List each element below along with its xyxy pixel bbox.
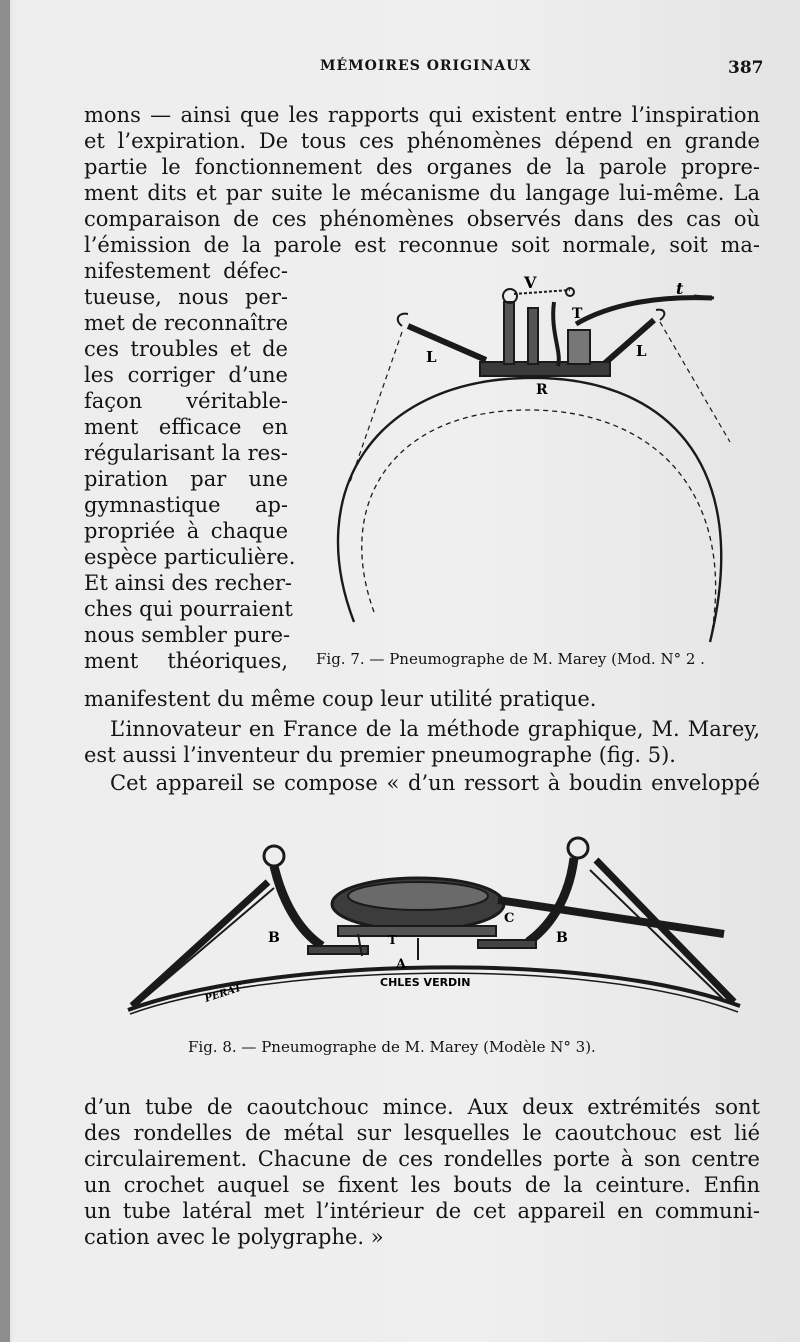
running-title: MÉMOIRES ORIGINAUX (320, 58, 532, 74)
text-line: ches qui pourraient (84, 597, 293, 621)
text-line: Cet appareil se compose « d’un ressort à boudin enveloppé (110, 771, 760, 795)
text-line: façon véritable- (84, 389, 288, 413)
text-line: tueuse, nous per- (84, 285, 288, 309)
figure-7-caption: Fig. 7. — Pneumographe de M. Marey (Mod. N° 2 . (316, 650, 705, 668)
figure-8 (118, 830, 746, 1030)
text-line: des rondelles de métal sur lesquelles le caoutchouc est lié (84, 1121, 760, 1145)
figure-7-label-r: R (536, 382, 548, 398)
figure-8-maker-stamp: CHLES VERDIN (380, 976, 471, 989)
page-binding-shadow (0, 0, 10, 1342)
text-line: comparaison de ces phénomènes observés dans des cas où (84, 207, 760, 231)
figure-7-label-l-left: L (426, 348, 437, 366)
text-line: manifestent du même coup leur utilité pratique. (84, 687, 597, 711)
figure-8-label-c: C (504, 911, 515, 926)
figure-8-label-t: T (388, 933, 397, 947)
text-line: l’émission de la parole est reconnue soit normale, soit ma- (84, 233, 760, 257)
figure-8-label-a: A (396, 957, 407, 972)
figure-7-label-t-small: t (676, 279, 684, 298)
figure-7-label-l-right: L (636, 342, 647, 360)
text-line: ment dits et par suite le mécanisme du langage lui-même. La (84, 181, 760, 205)
text-line: partie le fonctionnement des organes de la parole propre- (84, 155, 760, 179)
text-line: est aussi l’inventeur du premier pneumographe (fig. 5). (84, 743, 676, 767)
text-line: circulairement. Chacune de ces rondelles porte à son centre (84, 1147, 760, 1171)
text-line: mons — ainsi que les rapports qui existent entre l’inspiration (84, 103, 760, 127)
text-line: met de reconnaître (84, 311, 289, 335)
text-line: espèce particulière. (84, 545, 296, 569)
text-line: d’un tube de caoutchouc mince. Aux deux extrémités sont (84, 1095, 760, 1119)
figure-8-label-b-right: B (556, 930, 568, 946)
figure-7-label-v: V (524, 273, 537, 292)
text-line: nous sembler pure- (84, 623, 291, 647)
text-line: ment efficace en (84, 415, 288, 439)
text-line: cation avec le polygraphe. » (84, 1225, 384, 1249)
figure-7-label-t-big: T (572, 306, 583, 322)
text-line: propriée à chaque (84, 519, 288, 543)
figure-7-illustration (314, 262, 764, 654)
text-line: gymnastique ap- (84, 493, 288, 517)
text-line: régularisant la res- (84, 441, 288, 465)
figure-8-engraver-mark: PERAT (203, 982, 244, 1005)
text-line: Et ainsi des recher- (84, 571, 293, 595)
text-line: ment théoriques, (84, 649, 288, 673)
text-line: un tube latéral met l’intérieur de cet appareil en communi- (84, 1199, 760, 1223)
figure-8-illustration (118, 830, 746, 1030)
figure-8-caption: Fig. 8. — Pneumographe de M. Marey (Modèle N° 3). (188, 1038, 596, 1056)
text-line: piration par une (84, 467, 288, 491)
running-head (0, 58, 800, 82)
text-line: L’innovateur en France de la méthode graphique, M. Marey, (110, 717, 760, 741)
text-line: nifestement défec- (84, 259, 288, 283)
text-line: ces troubles et de (84, 337, 288, 361)
page-number: 387 (728, 58, 764, 78)
text-line: un crochet auquel se fixent les bouts de la ceinture. Enfin (84, 1173, 760, 1197)
text-line: et l’expiration. De tous ces phénomènes dépend en grande (84, 129, 760, 153)
figure-7 (314, 262, 764, 654)
text-line: les corriger d’une (84, 363, 288, 387)
figure-8-label-b-left: B (268, 930, 280, 946)
